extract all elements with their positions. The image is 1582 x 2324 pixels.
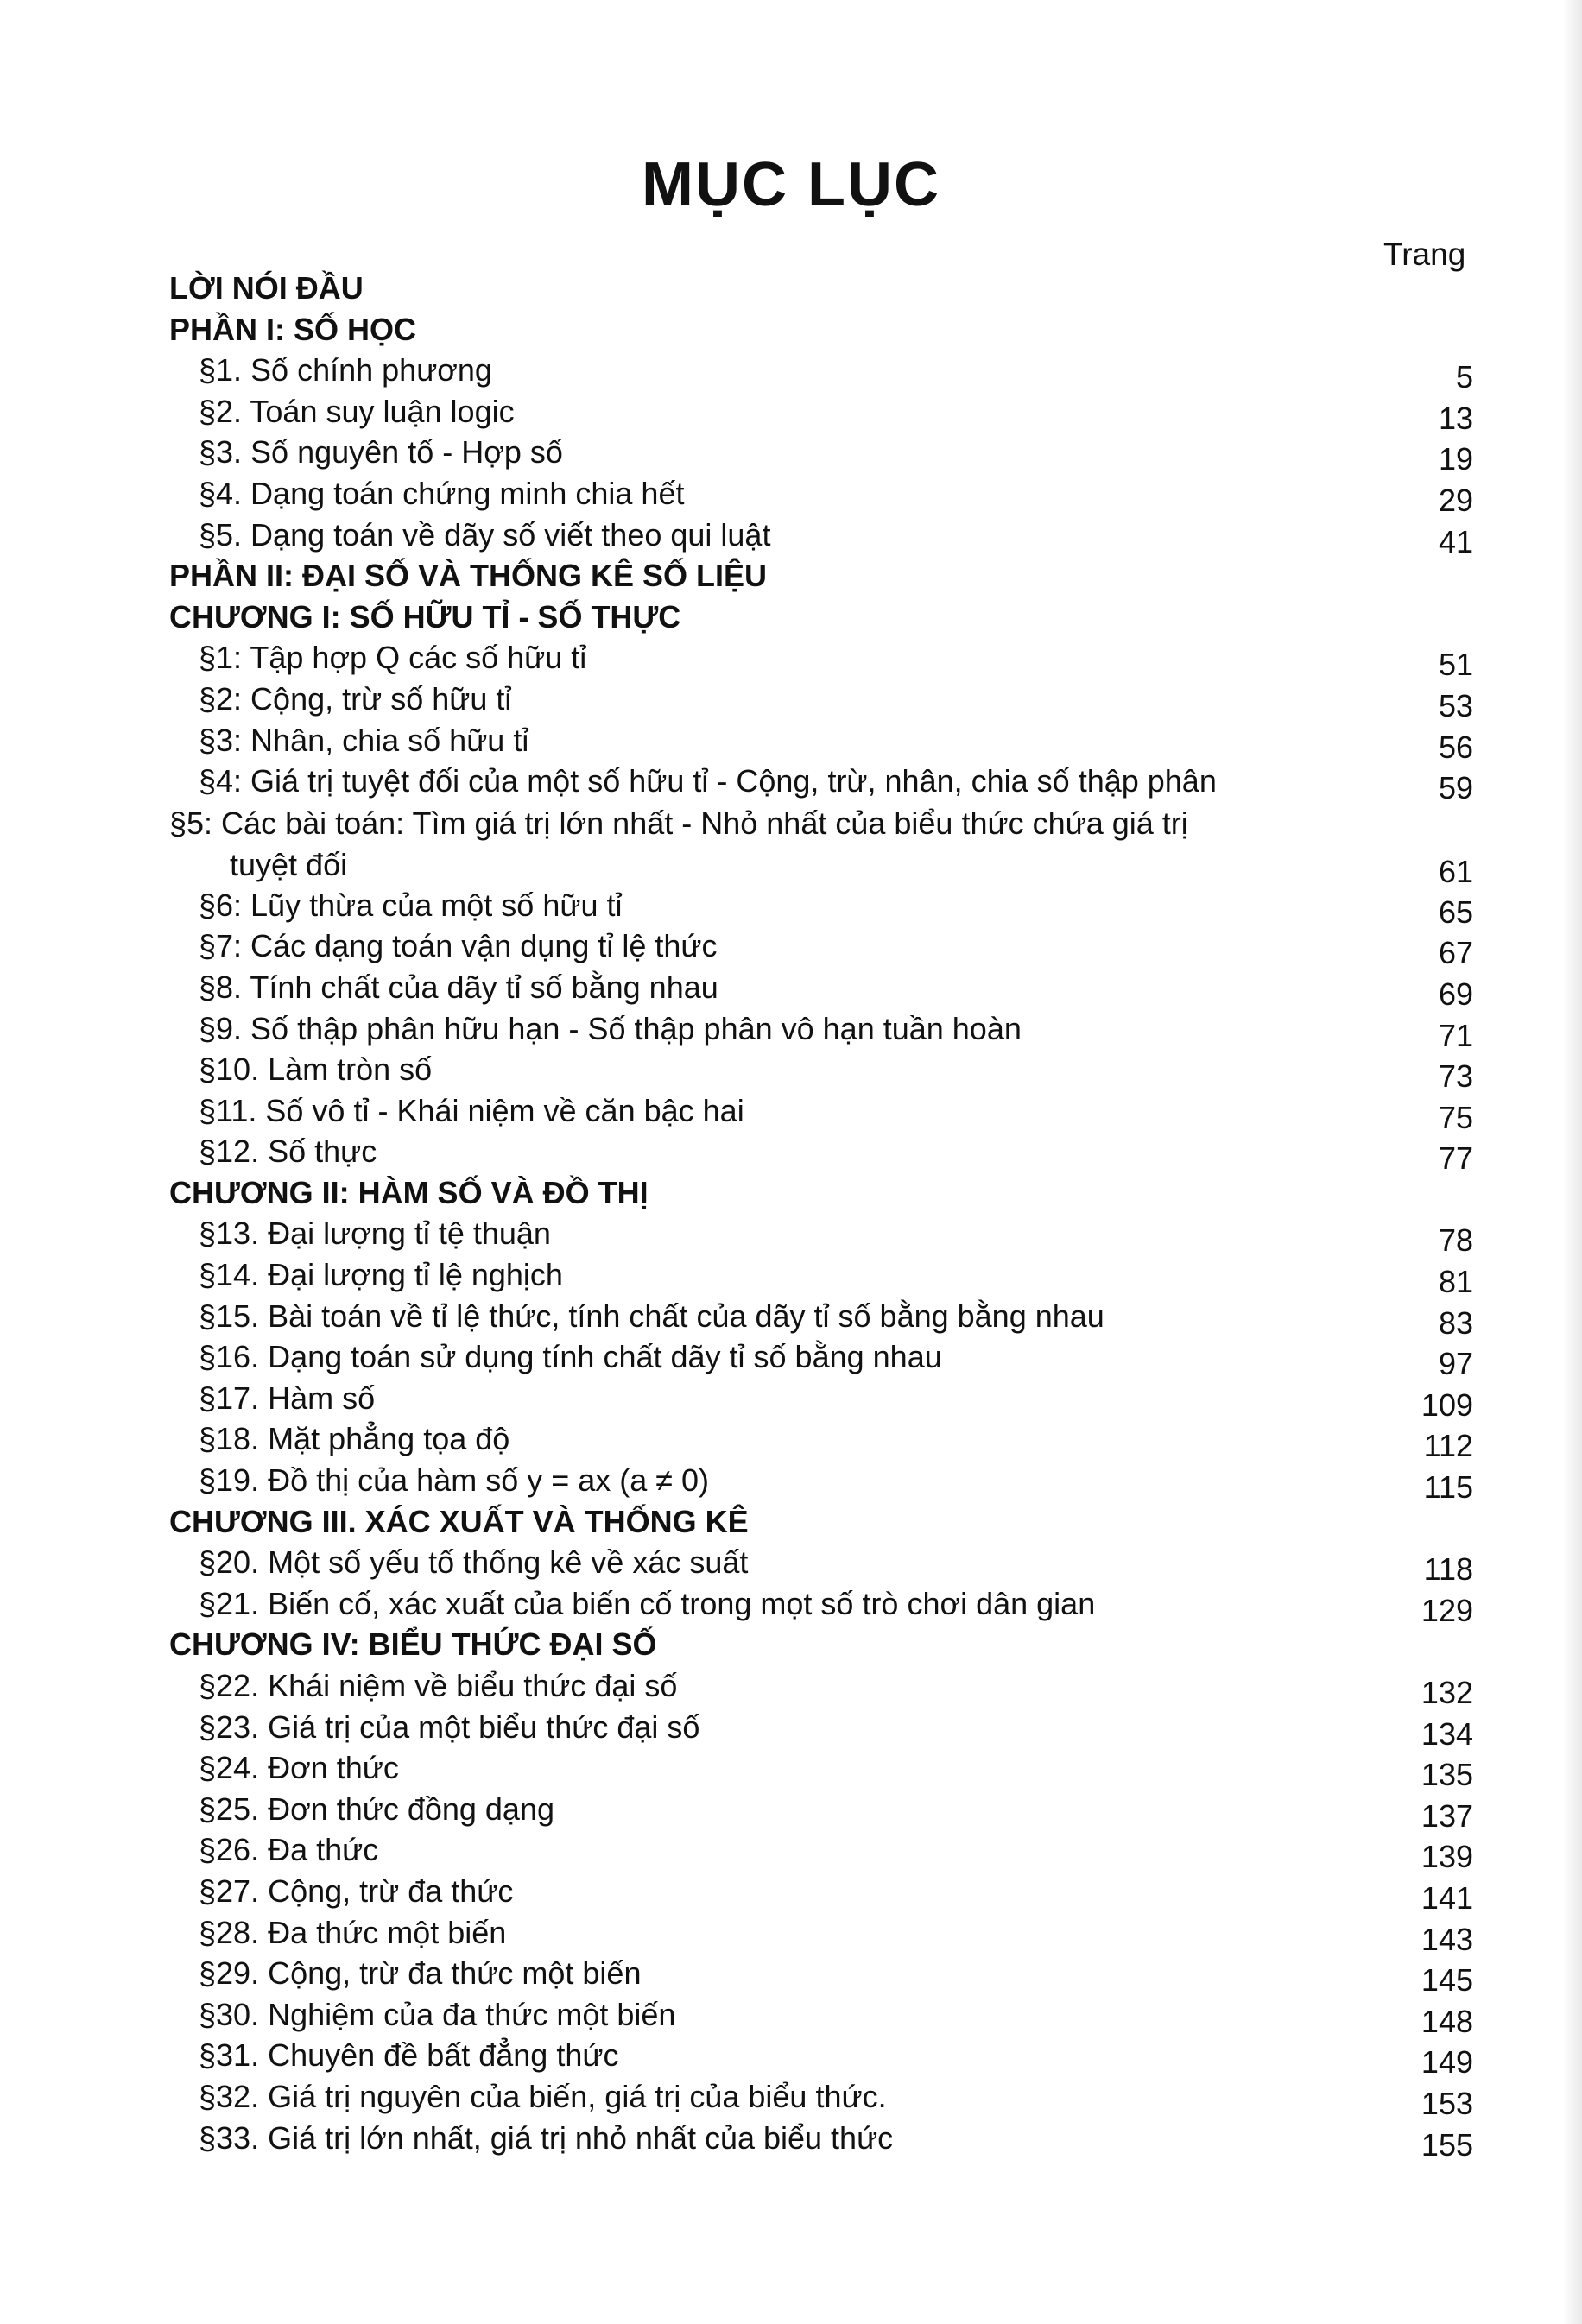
toc-entry-label: PHẦN I: SỐ HỌC [169, 311, 417, 347]
toc-page-number: 153 [1421, 2085, 1473, 2121]
toc-entry-label: §3. Số nguyên tố - Hợp số [199, 434, 563, 470]
toc-entry-label: §33. Giá trị lớn nhất, giá trị nhỏ nhất của biểu thức [199, 2119, 894, 2156]
toc-entry-label: §32. Giá trị nguyên của biến, giá trị của biểu thức. [199, 2078, 887, 2114]
toc-entry-label: §12. Số thực [199, 1134, 377, 1170]
toc-heading [169, 597, 1473, 638]
toc-entry-label: §2: Cộng, trừ số hữu tỉ [199, 680, 512, 717]
toc-entry [169, 1418, 1473, 1464]
toc-entry-label: §3: Nhân, chia số hữu tỉ [199, 722, 529, 758]
toc-entry [169, 1254, 1473, 1300]
toc-page-number: 141 [1421, 1879, 1473, 1916]
toc-page-number: 143 [1421, 1921, 1473, 1957]
toc-page-number: 83 [1438, 1304, 1473, 1341]
toc-page-number: 81 [1438, 1264, 1473, 1300]
toc-page-number: 73 [1438, 1058, 1473, 1095]
toc-entry [169, 1912, 1473, 1957]
toc-entry-label: §7: Các dạng toán vận dụng tỉ lệ thức [199, 928, 718, 964]
toc-page-number: 115 [1423, 1469, 1473, 1506]
toc-page-number: 78 [1438, 1222, 1473, 1259]
toc-entry [169, 1213, 1473, 1259]
toc-entry [169, 1090, 1473, 1135]
toc-entry-label: CHƯƠNG IV: BIỂU THỨC ĐẠI SỐ [169, 1626, 657, 1663]
toc-entry [169, 1296, 1473, 1341]
toc-entry [169, 679, 1473, 723]
toc-entry-label: §5. Dạng toán về dãy số viết theo qui luật [199, 516, 771, 553]
toc-page-number: 112 [1423, 1428, 1473, 1464]
toc-entry-label: §10. Làm tròn số [199, 1051, 433, 1088]
toc-heading [169, 309, 1473, 350]
toc-entry [169, 1953, 1473, 1999]
toc-entry [169, 637, 1473, 683]
toc-page-number: 53 [1438, 687, 1473, 723]
toc-entry [169, 1665, 1473, 1710]
toc-heading [169, 1172, 1473, 1214]
toc-entry-label: §16. Dạng toán sử dụng tính chất dãy tỉ số bằng nhau [199, 1339, 942, 1375]
toc-entry-label: §14. Đại lượng tỉ lệ nghịch [199, 1257, 563, 1293]
toc-entry [169, 1008, 1473, 1053]
toc-entry [169, 720, 1473, 765]
toc-entry-label: §25. Đơn thức đồng dạng [199, 1790, 554, 1827]
toc-entry-label: §26. Đa thức [199, 1832, 379, 1868]
toc-entry [169, 1747, 1473, 1793]
toc-page-number: 145 [1421, 1962, 1473, 1999]
toc-entry [169, 350, 1473, 395]
toc-entry-label: §22. Khái niệm về biểu thức đại số [199, 1668, 678, 1703]
toc-entry [169, 761, 1473, 806]
toc-entry-label: §13. Đại lượng tỉ tệ thuận [199, 1216, 551, 1252]
toc-page-number: 69 [1438, 976, 1473, 1012]
toc-entry [169, 1789, 1473, 1834]
toc-entry-label: §17. Hàm số [199, 1380, 376, 1416]
toc-entry-label: §6: Lũy thừa của một số hữu tỉ [199, 887, 623, 923]
toc-page-number: 97 [1438, 1346, 1473, 1382]
toc-page-number: 77 [1438, 1140, 1473, 1177]
toc-entry [169, 885, 1473, 930]
toc-entry [169, 802, 1473, 845]
toc-entry-label: §31. Chuyên đề bất đẳng thức [199, 2037, 619, 2074]
page-edge-shadow [1563, 0, 1582, 2324]
toc-page-number: 59 [1438, 770, 1473, 806]
toc-entry-label: CHƯƠNG II: HÀM SỐ VÀ ĐỒ THỊ [169, 1174, 649, 1210]
toc-entry-label: §15. Bài toán về tỉ lệ thức, tính chất của dãy tỉ số bằng bằng nhau [199, 1298, 1104, 1334]
toc-page-number: 41 [1438, 523, 1473, 559]
toc-entry-label: §28. Đa thức một biến [199, 1914, 507, 1950]
toc-page-number: 129 [1421, 1592, 1473, 1628]
toc-page-number: 109 [1421, 1386, 1473, 1423]
toc-entry [169, 1378, 1473, 1423]
toc-entry [169, 1460, 1473, 1506]
toc-entry-label: §29. Cộng, trừ đa thức một biến [199, 1955, 642, 1992]
toc-entry-label: §27. Cộng, trừ đa thức [199, 1872, 514, 1909]
toc-entry [169, 1049, 1473, 1095]
toc-page-number: 65 [1438, 894, 1473, 930]
toc-page-number: 137 [1421, 1797, 1473, 1834]
toc-page-number: 29 [1438, 482, 1473, 518]
toc-heading [169, 1624, 1473, 1665]
toc-page-number: 148 [1421, 2003, 1473, 2039]
toc-entry-label: §4. Dạng toán chứng minh chia hết [199, 475, 685, 511]
toc-page-number: 61 [1438, 853, 1473, 889]
toc-entry-label: §9. Số thập phân hữu hạn - Số thập phân vô hạn tuần hoàn [199, 1010, 1022, 1046]
table-of-contents [169, 268, 1473, 2163]
toc-entry-label: §5: Các bài toán: Tìm giá trị lớn nhất - Nhỏ nhất của biểu thức chứa giá trị [169, 805, 1188, 841]
toc-page-number: 134 [1421, 1715, 1473, 1752]
page-title: MỤC LỤC [642, 150, 940, 219]
toc-entry [169, 1583, 1473, 1628]
toc-entry [169, 1994, 1473, 2039]
toc-entry [169, 1829, 1473, 1875]
toc-entry-label: §20. Một số yếu tố thống kê về xác suất [199, 1544, 749, 1581]
page-column-header: Trang [1383, 237, 1466, 272]
toc-entry-label: §8. Tính chất của dãy tỉ số bằng nhau [199, 969, 718, 1005]
toc-page-number: 149 [1421, 2044, 1473, 2081]
toc-entry-label: LỜI NÓI ĐẦU [169, 270, 364, 306]
toc-entry [169, 432, 1473, 477]
toc-entry [169, 1336, 1473, 1382]
toc-entry-label: PHẦN II: ĐẠI SỐ VÀ THỐNG KÊ SỐ LIỆU [169, 558, 768, 594]
toc-entry-label: §1. Số chính phương [199, 352, 492, 388]
toc-entry-label: §24. Đơn thức [199, 1750, 399, 1786]
toc-heading [169, 268, 1473, 309]
toc-entry [169, 925, 1473, 971]
toc-page-number: 5 [1455, 359, 1473, 395]
toc-entry-label: §19. Đồ thị của hàm số y = ax (a ≠ 0) [199, 1462, 710, 1499]
toc-page-number: 155 [1421, 2126, 1473, 2163]
toc-entry-label: §1: Tập hợp Q các số hữu tỉ [199, 640, 587, 676]
toc-page-number: 13 [1438, 400, 1473, 436]
toc-entry [169, 1707, 1473, 1752]
toc-entry [169, 2118, 1473, 2163]
toc-entry [169, 2076, 1473, 2121]
toc-entry [169, 391, 1473, 436]
toc-entry [169, 845, 1473, 889]
toc-entry [169, 1131, 1473, 1177]
toc-entry [169, 473, 1473, 518]
toc-entry-label: CHƯƠNG I: SỐ HỮU TỈ - SỐ THỰC [169, 598, 681, 635]
toc-page-number: 135 [1421, 1757, 1473, 1793]
toc-entry [169, 515, 1473, 559]
toc-entry-label: §30. Nghiệm của đa thức một biến [199, 1996, 676, 2032]
toc-entry-label: §18. Mặt phẳng tọa độ [199, 1421, 510, 1457]
toc-heading [169, 1501, 1473, 1543]
toc-page-number: 75 [1438, 1099, 1473, 1135]
toc-page-number: 139 [1421, 1839, 1473, 1875]
toc-page-number: 56 [1438, 729, 1473, 765]
toc-page-number: 118 [1423, 1551, 1473, 1588]
toc-entry-label: §4: Giá trị tuyệt đối của một số hữu tỉ - Cộng, trừ, nhân, chia số thập phân [199, 763, 1217, 799]
toc-heading [169, 555, 1473, 597]
toc-entry-label: §23. Giá trị của một biểu thức đại số [199, 1708, 700, 1745]
toc-entry-label: §21. Biến cố, xác xuất của biến cố trong mọt số trò chơi dân gian [199, 1585, 1096, 1621]
toc-page-number: 19 [1438, 441, 1473, 477]
toc-page-number: 71 [1438, 1017, 1473, 1053]
toc-page-number: 67 [1438, 935, 1473, 971]
toc-entry-label: tuyệt đối [230, 846, 348, 882]
toc-entry-label: §11. Số vô tỉ - Khái niệm về căn bậc hai [199, 1092, 744, 1128]
toc-entry-label: CHƯƠNG III. XÁC XUẤT VÀ THỐNG KÊ [169, 1503, 749, 1539]
toc-entry [169, 967, 1473, 1012]
toc-entry [169, 1542, 1473, 1588]
toc-entry-label: §2. Toán suy luận logic [199, 393, 515, 429]
toc-page-number: 132 [1421, 1675, 1473, 1710]
toc-entry [169, 1871, 1473, 1916]
toc-page-number: 51 [1438, 647, 1473, 683]
toc-entry [169, 2035, 1473, 2081]
